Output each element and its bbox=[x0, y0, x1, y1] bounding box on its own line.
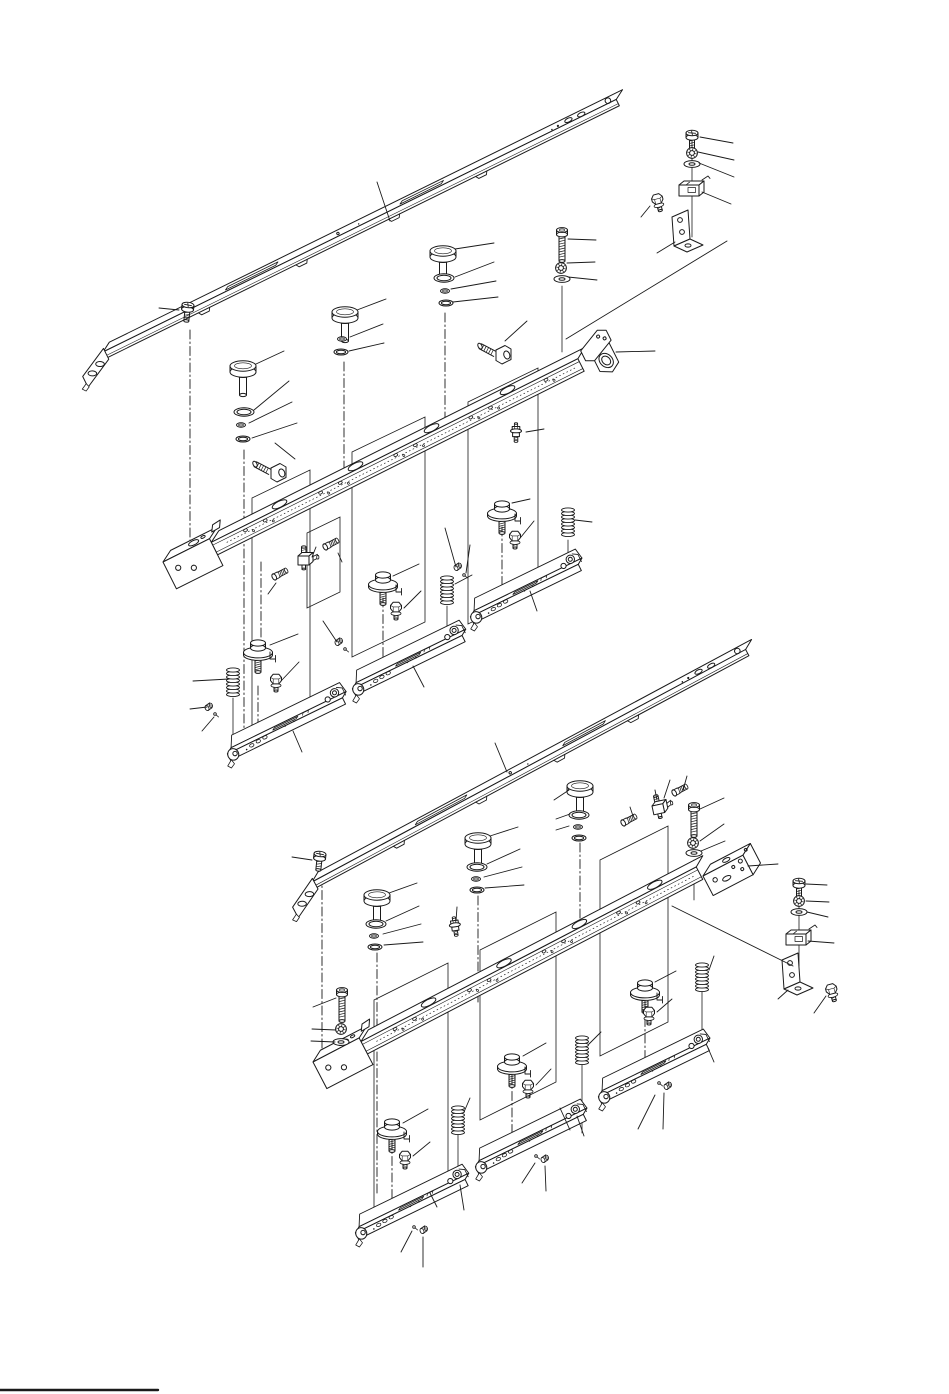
leader-line bbox=[313, 998, 336, 1007]
pin bbox=[413, 1226, 418, 1230]
o-ring-small bbox=[574, 825, 583, 829]
leader-line bbox=[293, 731, 302, 752]
leader-line bbox=[699, 163, 734, 177]
leader-line bbox=[490, 827, 518, 836]
leader-line bbox=[657, 999, 672, 1012]
coil-spring bbox=[452, 1106, 465, 1135]
leader-line bbox=[393, 564, 419, 576]
o-ring-large bbox=[234, 408, 254, 416]
o-ring-medium bbox=[439, 300, 453, 306]
set-screw bbox=[419, 1225, 429, 1234]
leader-line bbox=[323, 621, 337, 642]
leader-line bbox=[806, 884, 827, 885]
slider-guide-rail bbox=[69, 90, 637, 393]
leader-line bbox=[700, 137, 733, 143]
lock-washer bbox=[688, 838, 699, 849]
zone-outline bbox=[600, 826, 668, 1056]
leader-line bbox=[523, 1043, 546, 1056]
hex-screw bbox=[651, 193, 666, 213]
leader-line bbox=[807, 912, 828, 917]
machine-screw bbox=[337, 988, 348, 1023]
end-block bbox=[700, 843, 764, 895]
sensor-bracket bbox=[672, 210, 703, 252]
photo-sensor bbox=[786, 925, 817, 945]
leader-line bbox=[386, 906, 419, 921]
leader-line bbox=[808, 941, 834, 943]
elbow-fitting bbox=[252, 460, 286, 482]
leader-line bbox=[672, 906, 793, 966]
leader-line bbox=[778, 990, 788, 999]
o-ring-small bbox=[441, 289, 450, 293]
flat-washer bbox=[686, 850, 702, 857]
sensor-bracket bbox=[782, 953, 813, 995]
leader-line bbox=[275, 443, 295, 459]
leader-line bbox=[401, 1231, 412, 1252]
leader-line bbox=[413, 1142, 430, 1156]
barb-fitting bbox=[271, 567, 289, 581]
leader-line bbox=[202, 717, 214, 731]
leader-line bbox=[512, 499, 530, 503]
leader-line bbox=[350, 324, 383, 337]
leader-line bbox=[556, 826, 569, 830]
o-ring-medium bbox=[572, 835, 586, 841]
leader-line bbox=[249, 402, 292, 423]
leader-line bbox=[638, 1095, 655, 1129]
hex-screw bbox=[391, 602, 402, 620]
coil-spring bbox=[227, 668, 240, 697]
o-ring-medium bbox=[368, 944, 382, 950]
leader-line bbox=[616, 351, 655, 352]
leader-line bbox=[709, 956, 714, 970]
leader-line bbox=[484, 867, 522, 877]
leader-line bbox=[505, 321, 527, 341]
leader-line bbox=[357, 299, 386, 310]
o-ring-small bbox=[370, 934, 379, 938]
coil-spring bbox=[576, 1036, 589, 1065]
leader-line bbox=[522, 1163, 535, 1183]
leader-line bbox=[657, 242, 675, 253]
lock-washer bbox=[336, 1024, 347, 1035]
pin bbox=[344, 648, 349, 652]
leader-line bbox=[568, 277, 597, 280]
barb-fitting bbox=[322, 537, 340, 551]
flanged-shoulder-screw bbox=[244, 640, 273, 674]
machine-screw bbox=[557, 228, 568, 263]
valve-fitting bbox=[511, 423, 522, 443]
blade-holder-rail bbox=[344, 1163, 476, 1248]
leader-line bbox=[456, 907, 457, 921]
leader-line bbox=[464, 1098, 470, 1112]
blade-holder-rail bbox=[459, 548, 590, 632]
leader-line bbox=[311, 1041, 335, 1042]
o-ring-medium bbox=[470, 887, 484, 893]
leader-line bbox=[451, 281, 496, 289]
leader-line bbox=[664, 780, 670, 798]
leader-line bbox=[292, 857, 312, 860]
set-screw bbox=[540, 1154, 550, 1163]
leader-line bbox=[554, 790, 569, 800]
leader-line bbox=[252, 423, 297, 438]
leader-line bbox=[701, 841, 725, 851]
set-screw bbox=[204, 702, 214, 711]
set-screw bbox=[453, 562, 463, 571]
blade-holder-rail bbox=[464, 1098, 595, 1182]
valve-fitting bbox=[448, 916, 462, 937]
leader-line bbox=[700, 798, 724, 809]
o-ring-large bbox=[467, 863, 487, 871]
leader-line bbox=[455, 262, 494, 277]
leader-line bbox=[455, 243, 494, 249]
hex-screw bbox=[825, 983, 840, 1003]
leader-line bbox=[566, 241, 727, 339]
pin bbox=[535, 1155, 540, 1159]
lock-washer bbox=[556, 263, 567, 274]
hex-screw bbox=[523, 1080, 534, 1098]
leader-line bbox=[495, 743, 507, 772]
hex-screw bbox=[271, 674, 282, 692]
coil-spring bbox=[562, 508, 575, 537]
leader-line bbox=[814, 996, 826, 1013]
leader-line bbox=[349, 343, 384, 351]
leader-line bbox=[567, 262, 595, 263]
pin bbox=[214, 713, 219, 717]
o-ring-large bbox=[366, 920, 386, 928]
leader-line bbox=[453, 297, 498, 302]
leader-lines bbox=[159, 137, 834, 1267]
leader-line bbox=[700, 824, 724, 841]
machine-screw bbox=[689, 803, 700, 838]
hex-screw bbox=[510, 531, 521, 549]
leader-line bbox=[445, 528, 456, 567]
tee-fitting bbox=[298, 546, 319, 570]
leader-line bbox=[404, 591, 421, 608]
o-ring-medium bbox=[334, 349, 348, 355]
lock-washer bbox=[794, 896, 805, 907]
shoulder-screw bbox=[230, 361, 256, 397]
leader-line bbox=[413, 666, 424, 687]
elbow-fitting bbox=[477, 342, 511, 364]
leader-line bbox=[312, 1029, 336, 1030]
leader-line bbox=[270, 634, 298, 645]
pin bbox=[658, 1082, 663, 1086]
leader-line bbox=[568, 239, 596, 240]
flat-washer bbox=[791, 909, 807, 916]
leader-line bbox=[487, 849, 520, 864]
flat-washer bbox=[554, 276, 570, 283]
leader-line bbox=[545, 1166, 546, 1191]
leader-line bbox=[389, 883, 417, 893]
leader-line bbox=[521, 521, 534, 537]
coil-spring bbox=[696, 963, 709, 992]
carriage-rail bbox=[158, 339, 600, 588]
leader-line bbox=[256, 351, 284, 364]
leader-line bbox=[708, 1048, 714, 1062]
tee-fitting bbox=[650, 792, 675, 820]
flat-washer bbox=[684, 161, 700, 168]
o-ring-large bbox=[434, 274, 454, 282]
barb-fitting bbox=[620, 813, 638, 827]
leader-line bbox=[575, 520, 592, 522]
coil-spring bbox=[441, 576, 454, 605]
leader-line bbox=[630, 807, 633, 816]
set-screw bbox=[663, 1081, 673, 1090]
blade-holder-rail bbox=[341, 619, 473, 704]
o-ring-small bbox=[472, 877, 481, 881]
leader-line bbox=[589, 1032, 601, 1044]
leader-line bbox=[702, 192, 731, 204]
leader-line bbox=[193, 679, 229, 681]
leader-line bbox=[698, 152, 734, 160]
set-screw bbox=[334, 637, 344, 646]
leader-line bbox=[190, 707, 207, 709]
lock-washer bbox=[687, 148, 698, 159]
o-ring-large bbox=[569, 811, 589, 819]
leader-line bbox=[384, 942, 423, 945]
parts-layer bbox=[69, 90, 840, 1248]
leader-line bbox=[641, 206, 650, 217]
leader-line bbox=[403, 1109, 428, 1123]
leader-line bbox=[806, 901, 829, 902]
leader-line bbox=[663, 1093, 664, 1129]
o-ring-medium bbox=[236, 436, 250, 442]
leader-line bbox=[655, 971, 676, 982]
leader-line bbox=[536, 1069, 551, 1085]
hex-screw bbox=[400, 1151, 411, 1169]
leader-line bbox=[485, 885, 524, 888]
leader-line bbox=[281, 662, 299, 681]
o-ring-small bbox=[338, 337, 347, 341]
leader-line bbox=[383, 924, 421, 934]
leader-line bbox=[268, 583, 276, 594]
barb-fitting bbox=[671, 783, 689, 797]
leader-line bbox=[526, 429, 544, 432]
o-ring-small bbox=[237, 423, 246, 427]
leader-line bbox=[556, 814, 570, 819]
